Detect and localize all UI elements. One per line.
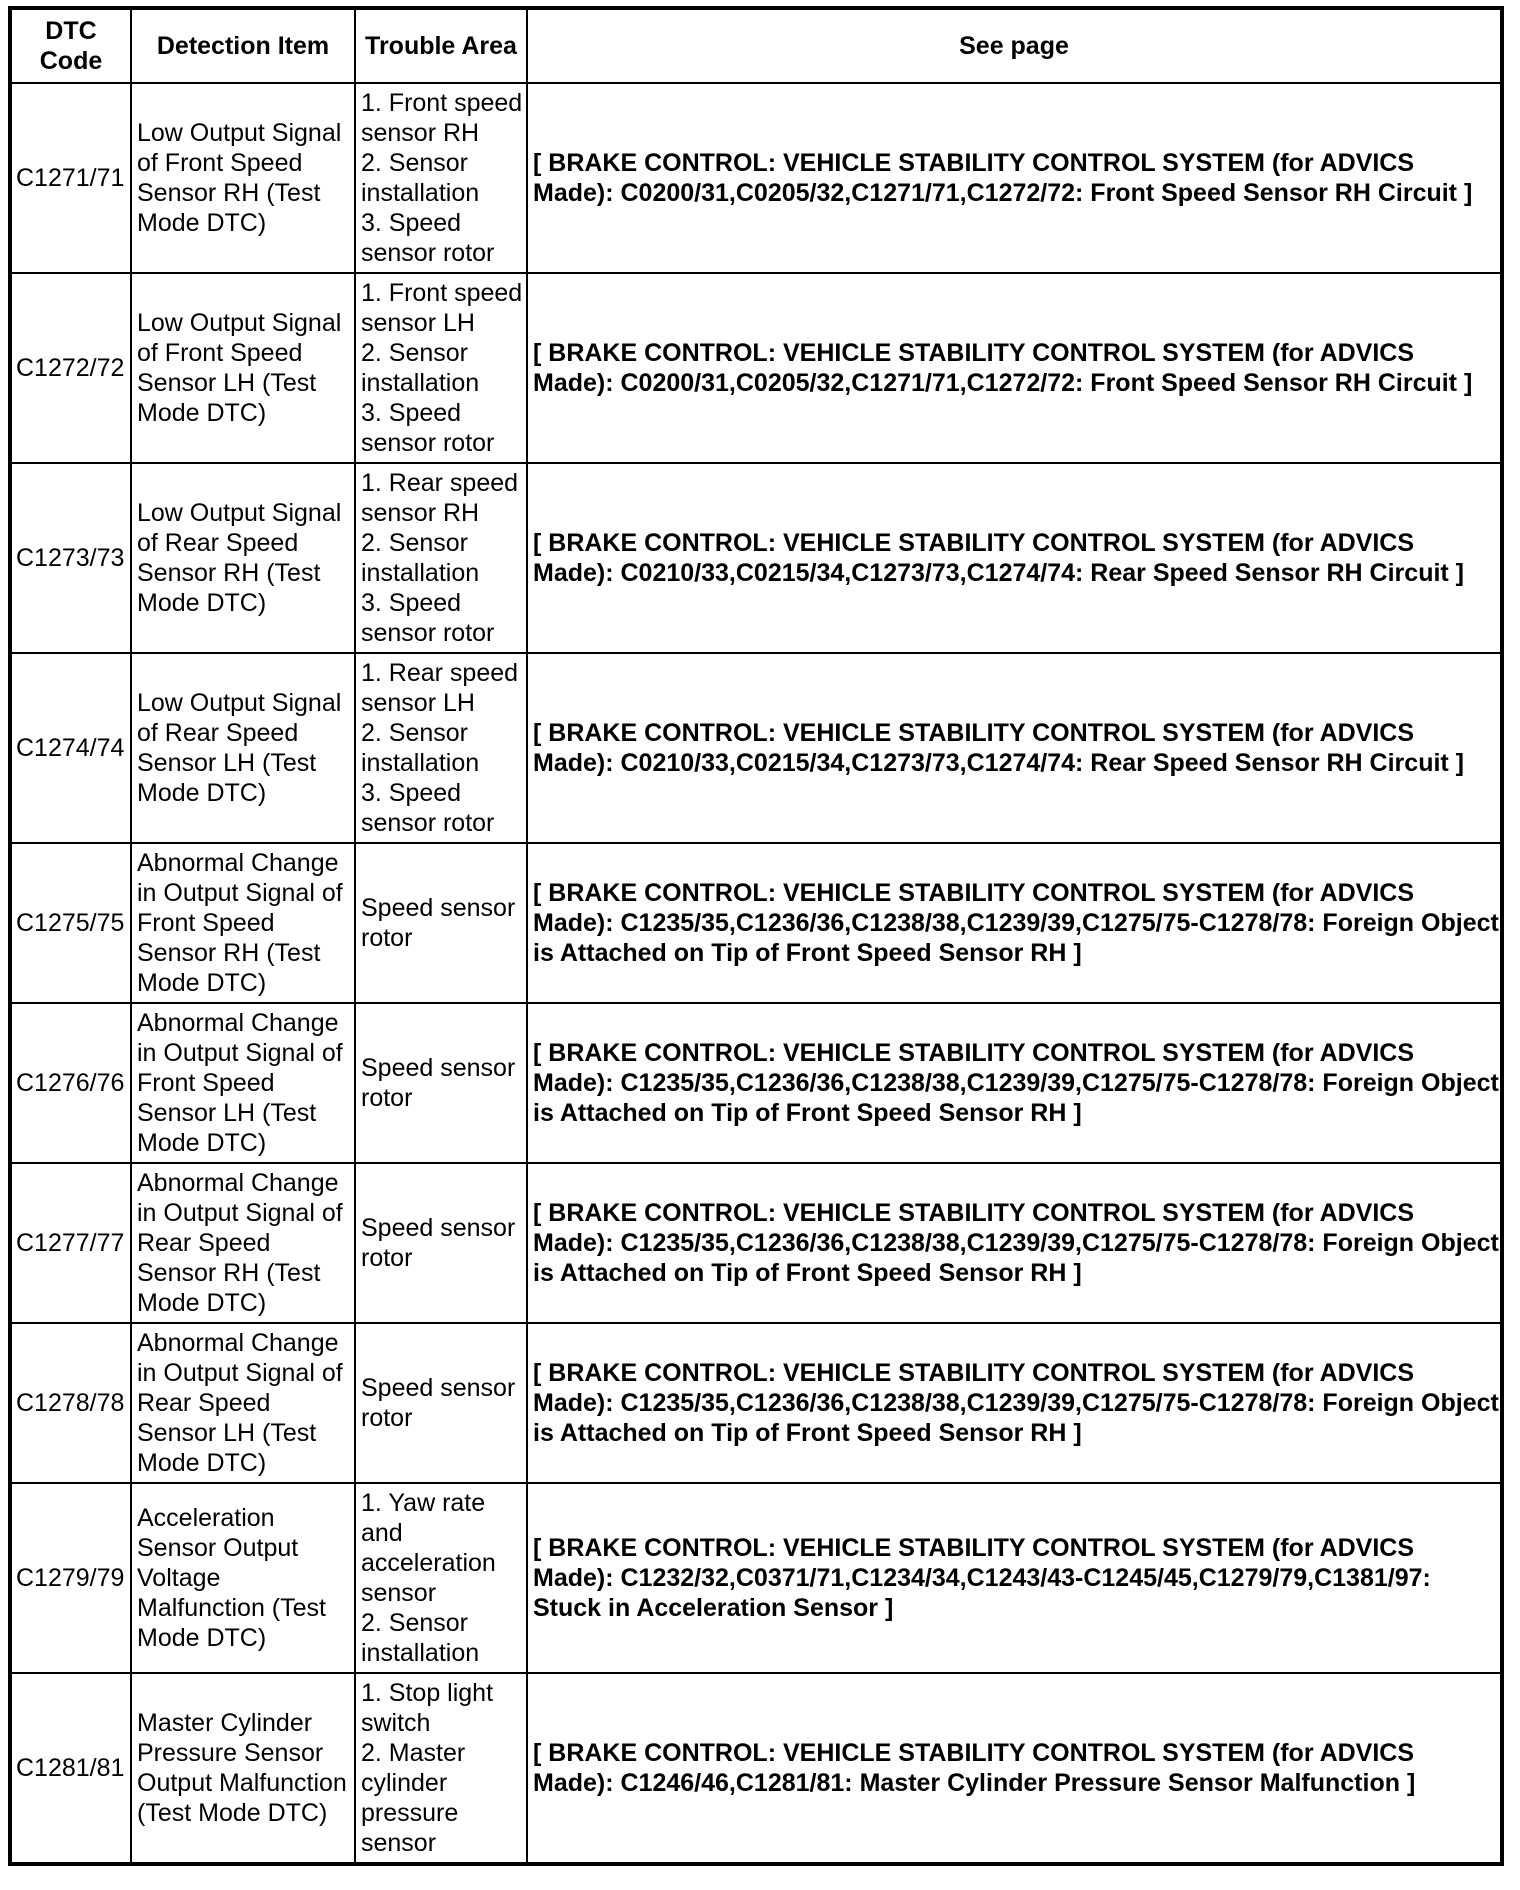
detection-line: Low Output Signal	[137, 309, 342, 337]
trouble-line: Speed sensor	[361, 1054, 516, 1082]
detection-line: in Output Signal of	[137, 879, 343, 907]
detection-line: Low Output Signal	[137, 499, 342, 527]
table-row	[10, 843, 1502, 1003]
detection-line: Mode DTC)	[137, 399, 267, 427]
trouble-line: and	[361, 1519, 403, 1547]
trouble-line: 1. Rear speed	[361, 659, 519, 687]
see-page-line: Made): C1232/32,C0371/71,C1234/34,C1243/43-C1245/45,C1279/79,C1381/97:	[533, 1564, 1431, 1592]
trouble-line: 2. Sensor	[361, 719, 469, 747]
detection-line: Front Speed	[137, 909, 275, 937]
detection-line: Mode DTC)	[137, 209, 267, 237]
see-page-link[interactable]	[527, 1483, 1502, 1673]
detection-line: Mode DTC)	[137, 1289, 267, 1317]
detection-line: Mode DTC)	[137, 779, 267, 807]
see-page-line: [ BRAKE CONTROL: VEHICLE STABILITY CONTROL SYSTEM (for ADVICS	[533, 1199, 1415, 1227]
dtc-code-cell: C1281/81	[10, 1673, 131, 1864]
header-see-page: See page	[527, 8, 1502, 83]
trouble-line: sensor rotor	[361, 239, 495, 267]
detection-line: in Output Signal of	[137, 1039, 343, 1067]
see-page-link[interactable]	[527, 653, 1502, 843]
table-row	[10, 1483, 1502, 1673]
detection-line: Output Malfunction	[137, 1769, 347, 1797]
see-page-link[interactable]	[527, 273, 1502, 463]
see-page-link[interactable]	[527, 1003, 1502, 1163]
detection-line: Abnormal Change	[137, 1329, 339, 1357]
see-page-line: Made): C1235/35,C1236/36,C1238/38,C1239/39,C1275/75-C1278/78: Foreign Object	[533, 1069, 1499, 1097]
detection-line: Abnormal Change	[137, 1169, 339, 1197]
dtc-code-cell: C1278/78	[10, 1323, 131, 1483]
detection-line: Mode DTC)	[137, 589, 267, 617]
detection-line: in Output Signal of	[137, 1359, 343, 1387]
dtc-code-cell: C1274/74	[10, 653, 131, 843]
trouble-line: 2. Sensor	[361, 149, 469, 177]
detection-line: Master Cylinder	[137, 1709, 313, 1737]
detection-item-cell	[131, 273, 355, 463]
table-row	[10, 1003, 1502, 1163]
trouble-area-cell	[355, 463, 527, 653]
dtc-code-cell: C1271/71	[10, 83, 131, 273]
see-page-line: Made): C1235/35,C1236/36,C1238/38,C1239/39,C1275/75-C1278/78: Foreign Object	[533, 1389, 1499, 1417]
trouble-area-cell	[355, 843, 527, 1003]
trouble-line: rotor	[361, 1244, 413, 1272]
dtc-code-cell: C1273/73	[10, 463, 131, 653]
trouble-line: 3. Speed	[361, 589, 462, 617]
trouble-line: 1. Yaw rate	[361, 1489, 486, 1517]
see-page-line: [ BRAKE CONTROL: VEHICLE STABILITY CONTROL SYSTEM (for ADVICS	[533, 1739, 1415, 1767]
see-page-line: [ BRAKE CONTROL: VEHICLE STABILITY CONTROL SYSTEM (for ADVICS	[533, 879, 1415, 907]
detection-line: Sensor Output	[137, 1534, 299, 1562]
see-page-line: [ BRAKE CONTROL: VEHICLE STABILITY CONTROL SYSTEM (for ADVICS	[533, 1039, 1415, 1067]
see-page-line: is Attached on Tip of Front Speed Sensor RH ]	[533, 1419, 1082, 1447]
dtc-code-cell: C1277/77	[10, 1163, 131, 1323]
trouble-line: sensor	[361, 1829, 437, 1857]
detection-line: Sensor LH (Test	[137, 1419, 317, 1447]
detection-line: (Test Mode DTC)	[137, 1799, 328, 1827]
table-row	[10, 463, 1502, 653]
header-trouble-area: Trouble Area	[355, 8, 527, 83]
see-page-line: is Attached on Tip of Front Speed Sensor RH ]	[533, 1099, 1082, 1127]
table-row	[10, 1673, 1502, 1864]
see-page-line: Made): C0210/33,C0215/34,C1273/73,C1274/74: Rear Speed Sensor RH Circuit ]	[533, 749, 1465, 777]
detection-line: Acceleration	[137, 1504, 275, 1532]
see-page-line: Stuck in Acceleration Sensor ]	[533, 1594, 894, 1622]
detection-line: Pressure Sensor	[137, 1739, 324, 1767]
trouble-line: sensor rotor	[361, 619, 495, 647]
header-detection-item: Detection Item	[131, 8, 355, 83]
trouble-line: sensor rotor	[361, 809, 495, 837]
detection-line: Rear Speed	[137, 1389, 271, 1417]
detection-line: Voltage	[137, 1564, 221, 1592]
detection-line: Mode DTC)	[137, 969, 267, 997]
detection-item-cell	[131, 1323, 355, 1483]
detection-line: of Rear Speed	[137, 719, 299, 747]
dtc-code-cell: C1272/72	[10, 273, 131, 463]
trouble-area-cell	[355, 1673, 527, 1864]
trouble-area-cell	[355, 83, 527, 273]
see-page-link[interactable]	[527, 1673, 1502, 1864]
header-dtc-code-line2: Code	[39, 47, 103, 75]
detection-item-cell	[131, 1673, 355, 1864]
see-page-line: Made): C1235/35,C1236/36,C1238/38,C1239/39,C1275/75-C1278/78: Foreign Object	[533, 909, 1499, 937]
detection-line: Sensor RH (Test	[137, 939, 321, 967]
trouble-line: 2. Sensor	[361, 529, 469, 557]
detection-line: Mode DTC)	[137, 1624, 267, 1652]
detection-line: of Front Speed	[137, 339, 303, 367]
trouble-line: sensor	[361, 1579, 437, 1607]
see-page-line: [ BRAKE CONTROL: VEHICLE STABILITY CONTROL SYSTEM (for ADVICS	[533, 1534, 1415, 1562]
header-dtc-code	[10, 8, 131, 83]
trouble-line: cylinder	[361, 1769, 448, 1797]
trouble-line: installation	[361, 179, 480, 207]
detection-item-cell	[131, 843, 355, 1003]
see-page-link[interactable]	[527, 843, 1502, 1003]
trouble-area-cell	[355, 1003, 527, 1163]
trouble-line: pressure	[361, 1799, 459, 1827]
trouble-area-cell	[355, 1163, 527, 1323]
detection-line: Sensor LH (Test	[137, 369, 317, 397]
detection-line: of Front Speed	[137, 149, 303, 177]
trouble-line: rotor	[361, 924, 413, 952]
detection-line: Mode DTC)	[137, 1449, 267, 1477]
see-page-line: Made): C1235/35,C1236/36,C1238/38,C1239/39,C1275/75-C1278/78: Foreign Object	[533, 1229, 1499, 1257]
see-page-link[interactable]	[527, 1323, 1502, 1483]
see-page-line: Made): C0200/31,C0205/32,C1271/71,C1272/72: Front Speed Sensor RH Circuit ]	[533, 369, 1473, 397]
trouble-line: 1. Front speed	[361, 89, 523, 117]
trouble-line: 2. Master	[361, 1739, 466, 1767]
detection-line: Low Output Signal	[137, 119, 342, 147]
trouble-line: 3. Speed	[361, 399, 462, 427]
detection-item-cell	[131, 83, 355, 273]
trouble-line: sensor rotor	[361, 429, 495, 457]
see-page-line: is Attached on Tip of Front Speed Sensor RH ]	[533, 1259, 1082, 1287]
see-page-line: [ BRAKE CONTROL: VEHICLE STABILITY CONTROL SYSTEM (for ADVICS	[533, 149, 1415, 177]
see-page-line: [ BRAKE CONTROL: VEHICLE STABILITY CONTROL SYSTEM (for ADVICS	[533, 1359, 1415, 1387]
trouble-line: Speed sensor	[361, 1214, 516, 1242]
trouble-line: rotor	[361, 1404, 413, 1432]
trouble-line: sensor RH	[361, 499, 480, 527]
detection-line: Low Output Signal	[137, 689, 342, 717]
detection-item-cell	[131, 653, 355, 843]
dtc-code-cell: C1275/75	[10, 843, 131, 1003]
dtc-code-cell: C1276/76	[10, 1003, 131, 1163]
detection-item-cell	[131, 1003, 355, 1163]
see-page-line: [ BRAKE CONTROL: VEHICLE STABILITY CONTROL SYSTEM (for ADVICS	[533, 339, 1415, 367]
detection-line: Sensor LH (Test	[137, 749, 317, 777]
detection-line: Abnormal Change	[137, 849, 339, 877]
trouble-line: switch	[361, 1709, 431, 1737]
detection-line: Front Speed	[137, 1069, 275, 1097]
trouble-line: acceleration	[361, 1549, 496, 1577]
detection-line: Sensor RH (Test	[137, 559, 321, 587]
header-dtc-code-line1: DTC	[45, 17, 97, 45]
table-row	[10, 1323, 1502, 1483]
dtc-table	[8, 6, 1504, 1866]
see-page-line: [ BRAKE CONTROL: VEHICLE STABILITY CONTROL SYSTEM (for ADVICS	[533, 719, 1415, 747]
trouble-area-cell	[355, 1483, 527, 1673]
trouble-line: Speed sensor	[361, 894, 516, 922]
trouble-line: installation	[361, 749, 480, 777]
trouble-line: 1. Stop light	[361, 1679, 494, 1707]
detection-item-cell	[131, 463, 355, 653]
table-row	[10, 273, 1502, 463]
trouble-line: 2. Sensor	[361, 339, 469, 367]
see-page-line: [ BRAKE CONTROL: VEHICLE STABILITY CONTROL SYSTEM (for ADVICS	[533, 529, 1415, 557]
trouble-area-cell	[355, 653, 527, 843]
detection-line: Mode DTC)	[137, 1129, 267, 1157]
dtc-code-cell: C1279/79	[10, 1483, 131, 1673]
detection-line: Abnormal Change	[137, 1009, 339, 1037]
see-page-line: is Attached on Tip of Front Speed Sensor RH ]	[533, 939, 1082, 967]
trouble-line: 2. Sensor	[361, 1609, 469, 1637]
detection-line: in Output Signal of	[137, 1199, 343, 1227]
trouble-line: sensor LH	[361, 689, 475, 717]
table-row	[10, 1163, 1502, 1323]
trouble-line: installation	[361, 1639, 480, 1667]
trouble-area-cell	[355, 1323, 527, 1483]
trouble-line: 3. Speed	[361, 779, 462, 807]
see-page-link[interactable]	[527, 83, 1502, 273]
see-page-link[interactable]	[527, 1163, 1502, 1323]
trouble-line: Speed sensor	[361, 1374, 516, 1402]
trouble-line: 1. Rear speed	[361, 469, 519, 497]
detection-line: Sensor RH (Test	[137, 179, 321, 207]
detection-item-cell	[131, 1163, 355, 1323]
trouble-line: 1. Front speed	[361, 279, 523, 307]
see-page-line: Made): C0200/31,C0205/32,C1271/71,C1272/72: Front Speed Sensor RH Circuit ]	[533, 179, 1473, 207]
see-page-line: Made): C0210/33,C0215/34,C1273/73,C1274/74: Rear Speed Sensor RH Circuit ]	[533, 559, 1465, 587]
detection-line: Rear Speed	[137, 1229, 271, 1257]
see-page-link[interactable]	[527, 463, 1502, 653]
trouble-line: rotor	[361, 1084, 413, 1112]
trouble-line: installation	[361, 559, 480, 587]
header-row	[10, 8, 1502, 83]
table-row	[10, 653, 1502, 843]
trouble-line: installation	[361, 369, 480, 397]
table-row	[10, 83, 1502, 273]
trouble-line: sensor RH	[361, 119, 480, 147]
detection-line: Sensor RH (Test	[137, 1259, 321, 1287]
detection-item-cell	[131, 1483, 355, 1673]
trouble-area-cell	[355, 273, 527, 463]
detection-line: Malfunction (Test	[137, 1594, 326, 1622]
detection-line: of Rear Speed	[137, 529, 299, 557]
detection-line: Sensor LH (Test	[137, 1099, 317, 1127]
see-page-line: Made): C1246/46,C1281/81: Master Cylinder Pressure Sensor Malfunction ]	[533, 1769, 1416, 1797]
trouble-line: 3. Speed	[361, 209, 462, 237]
trouble-line: sensor LH	[361, 309, 475, 337]
